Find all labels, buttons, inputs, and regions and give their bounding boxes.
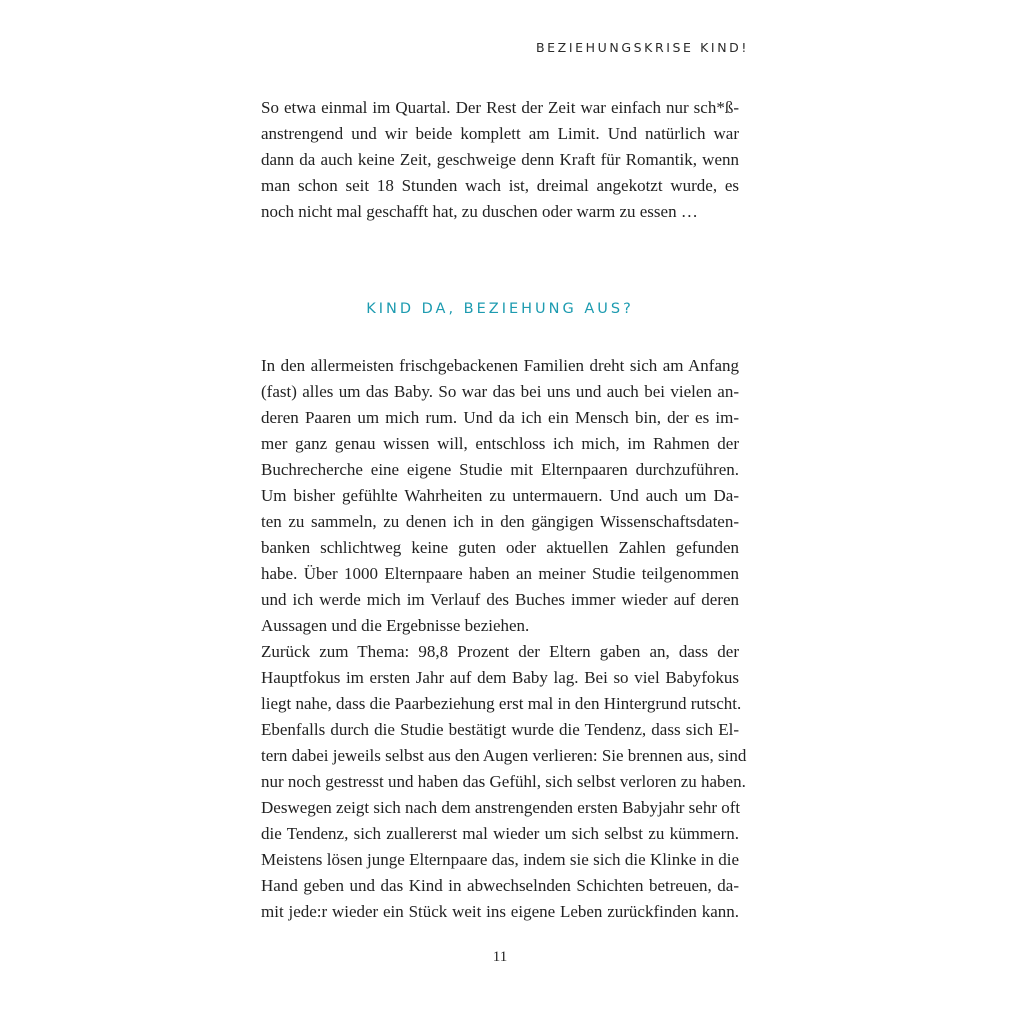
text-line: (fast) alles um das Baby. So war das bei uns und auch bei vielen an-	[261, 382, 739, 401]
text-line: So etwa einmal im Quartal. Der Rest der Zeit war einfach nur sch*ß-	[261, 98, 739, 117]
text-line: Um bisher gefühlte Wahrheiten zu untermauern. Und auch um Da-	[261, 486, 739, 505]
text-line: die Tendenz, sich zuallererst mal wieder um sich selbst zu kümmern.	[261, 824, 739, 843]
section-heading: KIND DA, BEZIEHUNG AUS?	[366, 301, 634, 317]
text-line: Hand geben und das Kind in abwechselnden Schichten betreuen, da-	[261, 876, 739, 895]
running-head: BEZIEHUNGSKRISE KIND!	[536, 40, 749, 55]
intro-paragraph	[261, 95, 739, 225]
text-line: Zurück zum Thema: 98,8 Prozent der Eltern gaben an, dass der	[261, 642, 739, 661]
text-line: banken schlichtweg keine guten oder aktuellen Zahlen gefunden	[261, 538, 739, 557]
text-line: man schon seit 18 Stunden wach ist, dreimal angekotzt wurde, es	[261, 176, 739, 195]
text-line: In den allermeisten frischgebackenen Familien dreht sich am Anfang	[261, 356, 739, 375]
text-line: und ich werde mich im Verlauf des Buches immer wieder auf deren	[261, 590, 739, 609]
text-line: anstrengend und wir beide komplett am Limit. Und natürlich war	[261, 124, 739, 143]
text-line: liegt nahe, dass die Paarbeziehung erst mal in den Hintergrund rutscht.	[261, 694, 742, 713]
text-line: tern dabei jeweils selbst aus den Augen verlieren: Sie brennen aus, sind	[261, 746, 747, 765]
page-number: 11	[492, 949, 508, 965]
text-line: mer ganz genau wissen will, entschloss ich mich, im Rahmen der	[261, 434, 739, 453]
text-line: noch nicht mal geschafft hat, zu duschen oder warm zu essen …	[261, 202, 698, 221]
text-line: deren Paaren um mich rum. Und da ich ein Mensch bin, der es im-	[261, 408, 739, 427]
text-line: nur noch gestresst und haben das Gefühl, sich selbst verloren zu haben.	[261, 772, 746, 791]
body-text	[261, 353, 747, 925]
text-line: ten zu sammeln, zu denen ich in den gängigen Wissenschaftsdaten-	[261, 512, 739, 531]
text-line: Ebenfalls durch die Studie bestätigt wurde die Tendenz, dass sich El-	[261, 720, 739, 739]
text-line: Hauptfokus im ersten Jahr auf dem Baby lag. Bei so viel Babyfokus	[261, 668, 739, 687]
text-line: habe. Über 1000 Elternpaare haben an meiner Studie teilgenommen	[261, 564, 739, 583]
text-line: Meistens lösen junge Elternpaare das, indem sie sich die Klinke in die	[261, 850, 739, 869]
text-line: Deswegen zeigt sich nach dem anstrengenden ersten Babyjahr sehr oft	[261, 798, 741, 817]
text-line: Aussagen und die Ergebnisse beziehen.	[261, 616, 530, 635]
text-line: dann da auch keine Zeit, geschweige denn Kraft für Romantik, wenn	[261, 150, 739, 169]
text-line: Buchrecherche eine eigene Studie mit Elternpaaren durchzuführen.	[261, 460, 739, 479]
text-line: mit jede:r wieder ein Stück weit ins eigene Leben zurückfinden kann.	[261, 902, 739, 921]
